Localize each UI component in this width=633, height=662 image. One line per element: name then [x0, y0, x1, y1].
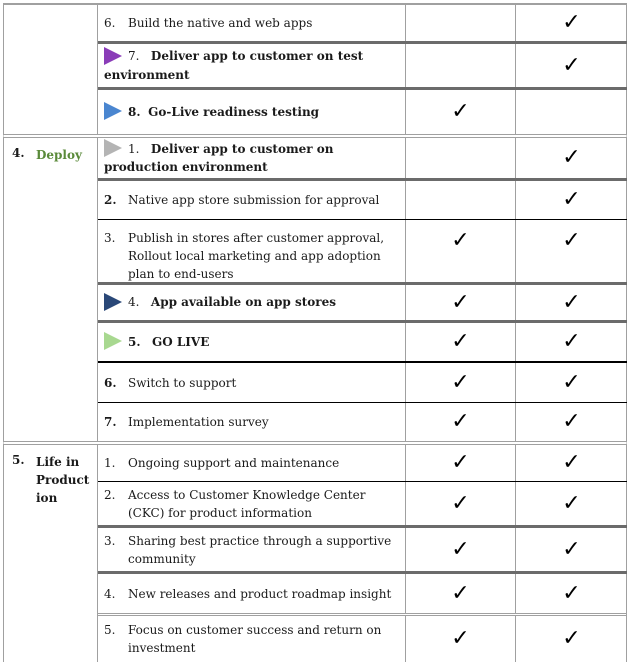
- task-text: Access to Customer Knowledge Center (CKC) for product information: [128, 487, 366, 520]
- task-number: 1.: [128, 141, 140, 156]
- navy-arrow-icon: [104, 293, 122, 311]
- col1-cell: [405, 181, 515, 219]
- table-row: [98, 363, 627, 403]
- task-cell: [98, 574, 405, 613]
- checkmark-icon: ✓: [562, 580, 581, 606]
- gray-arrow-icon: [104, 139, 122, 157]
- col2-cell: [515, 181, 627, 219]
- task-number: 7.: [104, 415, 117, 429]
- checkmark-icon: ✓: [562, 228, 581, 253]
- checkmark-icon: ✓: [562, 536, 581, 562]
- col1-cell: [405, 5, 515, 41]
- task-text: Go-Live readiness testing: [148, 104, 320, 119]
- checkmark-icon: ✓: [451, 329, 470, 354]
- section-life-in-production: [3, 441, 627, 662]
- checkmark-icon: ✓: [451, 450, 470, 475]
- task-number: 3.: [104, 533, 116, 548]
- task-cell: [98, 528, 405, 571]
- task-number: 4.: [128, 295, 140, 310]
- col1-cell: [405, 90, 515, 134]
- col2-cell: [515, 44, 627, 87]
- task-number: 7.: [128, 49, 140, 64]
- checkmark-icon: ✓: [562, 289, 581, 315]
- task-number: 2.: [104, 193, 117, 207]
- table-row: [98, 574, 627, 616]
- checkmark-icon: ✓: [562, 187, 581, 212]
- checkmark-icon: ✓: [562, 369, 581, 395]
- phase-cell-empty: [4, 5, 98, 134]
- section-deploy: [3, 134, 627, 441]
- checkmark-icon: ✓: [451, 580, 470, 606]
- phase-name: Deploy: [36, 148, 82, 162]
- col2-cell: [515, 285, 627, 320]
- col2-cell: [515, 445, 627, 481]
- col2-cell: [515, 220, 627, 282]
- task-cell: [98, 616, 405, 662]
- task-cell: [98, 181, 405, 219]
- task-cell: [98, 90, 405, 134]
- col1-cell: [405, 403, 515, 441]
- task-cell: [98, 323, 405, 361]
- task-text: Sharing best practice through a supportive community: [128, 533, 392, 566]
- task-cell: [98, 5, 405, 41]
- task-text: Publish in stores after customer approval, Rollout local marketing and app adoption plan to end-users: [128, 231, 385, 281]
- checkmark-icon: ✓: [451, 369, 470, 395]
- phase-number: 5.: [12, 453, 25, 467]
- col1-cell: [405, 574, 515, 613]
- blue-arrow-icon: [104, 102, 122, 120]
- task-text: Deliver app to customer on production environment: [104, 141, 334, 175]
- table-row: [98, 403, 627, 441]
- col1-cell: [405, 138, 515, 178]
- task-text: New releases and product roadmap insight: [128, 586, 392, 601]
- task-cell: [98, 138, 405, 178]
- table-row: [98, 482, 627, 528]
- checkmark-icon: ✓: [562, 490, 581, 516]
- task-text: Focus on customer success and return on investment: [128, 623, 382, 655]
- table-row: [98, 445, 627, 482]
- col2-cell: [515, 528, 627, 571]
- task-text: Build the native and web apps: [128, 16, 313, 30]
- col2-cell: [515, 138, 627, 178]
- checkmark-icon: ✓: [451, 99, 470, 124]
- checkmark-icon: ✓: [562, 52, 581, 78]
- table-row: [98, 323, 627, 363]
- col1-cell: [405, 616, 515, 662]
- table-row: [98, 138, 627, 181]
- table-row: [98, 616, 627, 662]
- task-cell: [98, 445, 405, 481]
- phase-name: Life in Production: [36, 455, 90, 505]
- col1-cell: [405, 220, 515, 282]
- col2-cell: [515, 363, 627, 402]
- table-row: [98, 285, 627, 323]
- task-cell: [98, 482, 405, 525]
- col1-cell: [405, 363, 515, 402]
- col1-cell: [405, 285, 515, 320]
- phase-cell-deploy: [4, 138, 98, 441]
- col1-cell: [405, 482, 515, 525]
- task-text: Deliver app to customer on test environment: [104, 49, 364, 82]
- task-text: Implementation survey: [128, 415, 269, 429]
- table-row: [98, 181, 627, 220]
- task-cell: [98, 403, 405, 441]
- task-number: 5.: [128, 334, 141, 349]
- task-cell: [98, 220, 405, 282]
- task-text: Native app store submission for approval: [128, 193, 380, 207]
- task-cell: [98, 285, 405, 320]
- col2-cell: [515, 90, 627, 134]
- checkmark-icon: ✓: [451, 536, 470, 562]
- col2-cell: [515, 323, 627, 361]
- checkmark-icon: ✓: [451, 626, 470, 651]
- col2-cell: [515, 482, 627, 525]
- section-build-continued: [3, 3, 627, 134]
- col1-cell: [405, 323, 515, 361]
- checkmark-icon: ✓: [562, 10, 581, 35]
- phase-cell-life-in-production: [4, 445, 98, 662]
- table-row: [98, 44, 627, 90]
- checkmark-icon: ✓: [562, 450, 581, 475]
- table-row: [98, 528, 627, 574]
- table-row: [98, 220, 627, 285]
- task-text: Switch to support: [128, 375, 237, 390]
- light-green-arrow-icon: [104, 332, 122, 350]
- checkmark-icon: ✓: [562, 145, 581, 170]
- table-row: [98, 5, 627, 44]
- task-number: 6.: [104, 16, 116, 30]
- table-row: [98, 90, 627, 134]
- task-text: GO LIVE: [151, 334, 210, 349]
- checkmark-icon: ✓: [451, 289, 470, 315]
- task-number: 4.: [104, 586, 116, 601]
- task-number: 2.: [104, 487, 116, 502]
- checkmark-icon: ✓: [451, 490, 470, 516]
- col2-cell: [515, 5, 627, 41]
- col2-cell: [515, 616, 627, 662]
- task-number: 1.: [104, 456, 116, 470]
- purple-arrow-icon: [104, 47, 122, 65]
- checkmark-icon: ✓: [562, 329, 581, 354]
- checkmark-icon: ✓: [562, 626, 581, 651]
- col1-cell: [405, 44, 515, 87]
- phase-number: 4.: [12, 146, 25, 160]
- checkmark-icon: ✓: [451, 228, 470, 253]
- task-text: Ongoing support and maintenance: [128, 456, 340, 470]
- task-number: 5.: [104, 623, 116, 637]
- task-number: 6.: [104, 375, 117, 390]
- col2-cell: [515, 403, 627, 441]
- task-number: 8.: [128, 104, 141, 119]
- task-text: App available on app stores: [150, 295, 337, 310]
- checkmark-icon: ✓: [451, 409, 470, 434]
- task-number: 3.: [104, 231, 116, 245]
- col1-cell: [405, 528, 515, 571]
- task-cell: [98, 363, 405, 402]
- col2-cell: [515, 574, 627, 613]
- task-cell: [98, 44, 405, 87]
- col1-cell: [405, 445, 515, 481]
- implementation-phases-table: [3, 3, 627, 662]
- checkmark-icon: ✓: [562, 409, 581, 434]
